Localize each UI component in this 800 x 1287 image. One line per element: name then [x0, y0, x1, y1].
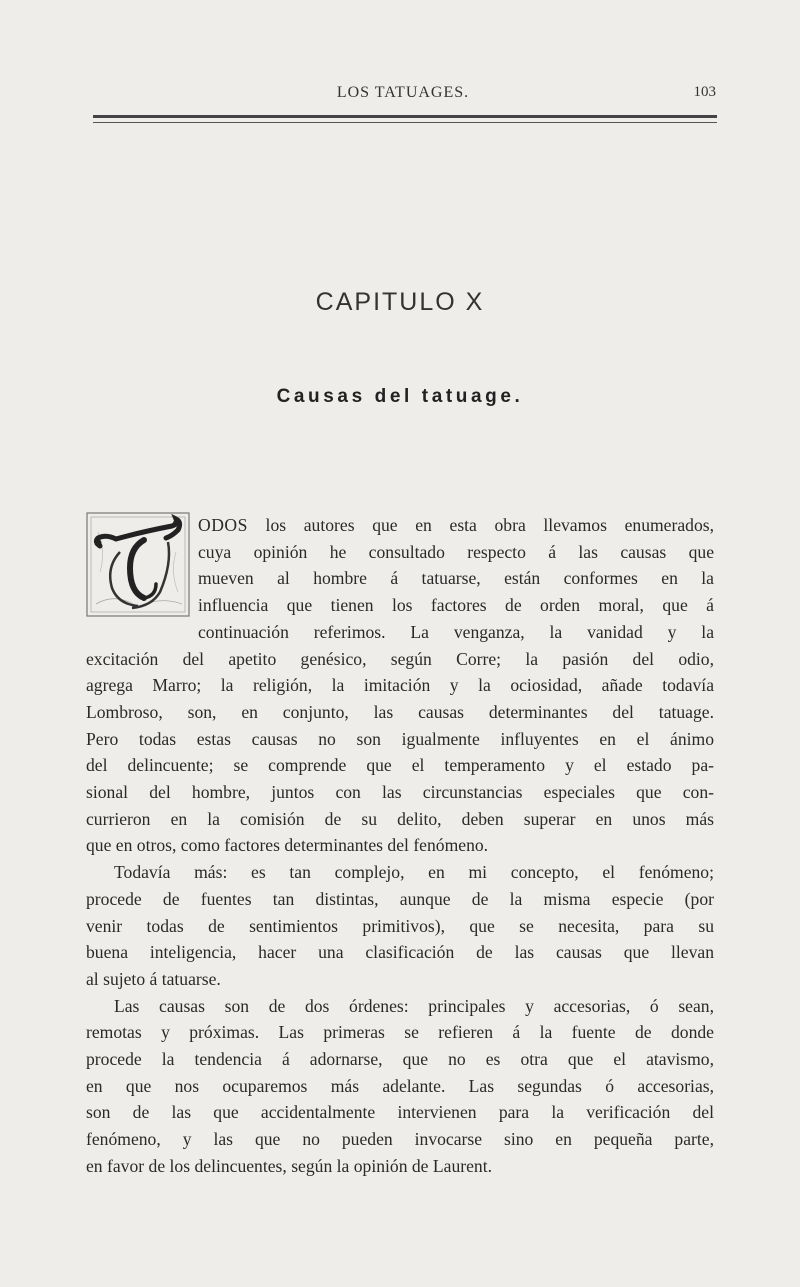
- chapter-title: CAPITULO X: [315, 288, 485, 316]
- running-title: LOS TATUAGES.: [336, 84, 470, 101]
- header-rule-thin: [93, 122, 717, 123]
- text-line: influencia que tienen los factores de orden moral, que á: [198, 595, 714, 616]
- page-number: 103: [693, 84, 716, 100]
- text-line: cuya opinión he consultado respecto á las causas que: [198, 541, 714, 562]
- header-rule-thick: [93, 115, 717, 118]
- running-header: [88, 84, 718, 108]
- text-line: Pero todas estas causas no son igualmente influyentes en el ánimo: [86, 728, 714, 749]
- text-line: que en otros, como factores determinantes del fenómeno.: [86, 835, 489, 856]
- body-text: [86, 512, 714, 1180]
- text-line: procede la tendencia á adornarse, que no es otra que el atavismo,: [86, 1049, 714, 1070]
- text-line: excitación del apetito genésico, según Corre; la pasión del odio,: [86, 648, 714, 669]
- text-line: al sujeto á tatuarse.: [86, 968, 221, 989]
- text-line: son de las que accidentalmente intervienen para la verificación del: [86, 1102, 714, 1123]
- text-line: mueven al hombre á tatuarse, están conformes en la: [198, 568, 714, 589]
- text-line: sional del hombre, juntos con las circunstancias especiales que con-: [86, 782, 714, 803]
- text-line: continuación referimos. La venganza, la vanidad y la: [198, 621, 714, 642]
- text-line: del delincuente; se comprende que el temperamento y el estado pa-: [86, 755, 714, 776]
- text-line: Todavía más: es tan complejo, en mi concepto, el fenómeno;: [114, 862, 714, 883]
- section-title: Causas del tatuage.: [276, 386, 524, 407]
- text-line: en que nos ocuparemos más adelante. Las segundas ó accesorias,: [86, 1075, 714, 1096]
- text-line: Las causas son de dos órdenes: principales y accesorias, ó sean,: [114, 995, 714, 1016]
- text-line: ODOS los autores que en esta obra llevamos enumerados,: [198, 515, 714, 535]
- text-line: buena inteligencia, hacer una clasificación de las causas que llevan: [86, 942, 714, 963]
- text-line: Lombroso, son, en conjunto, las causas determinantes del tatuage.: [86, 701, 714, 722]
- text-line: en favor de los delincuentes, según la opinión de Laurent.: [86, 1155, 492, 1176]
- text-line: venir todas de sentimientos primitivos), que se necesita, para su: [86, 915, 714, 936]
- text-line: currieron en la comisión de su delito, deben superar en unos más: [86, 808, 714, 829]
- text-line: fenómeno, y las que no pueden invocarse sino en pequeña parte,: [86, 1129, 714, 1150]
- text-line: remotas y próximas. Las primeras se refieren á la fuente de donde: [86, 1022, 714, 1043]
- text-line: procede de fuentes tan distintas, aunque de la misma especie (por: [86, 888, 714, 909]
- text-line: agrega Marro; la religión, la imitación y la ociosidad, añade todavía: [86, 675, 714, 696]
